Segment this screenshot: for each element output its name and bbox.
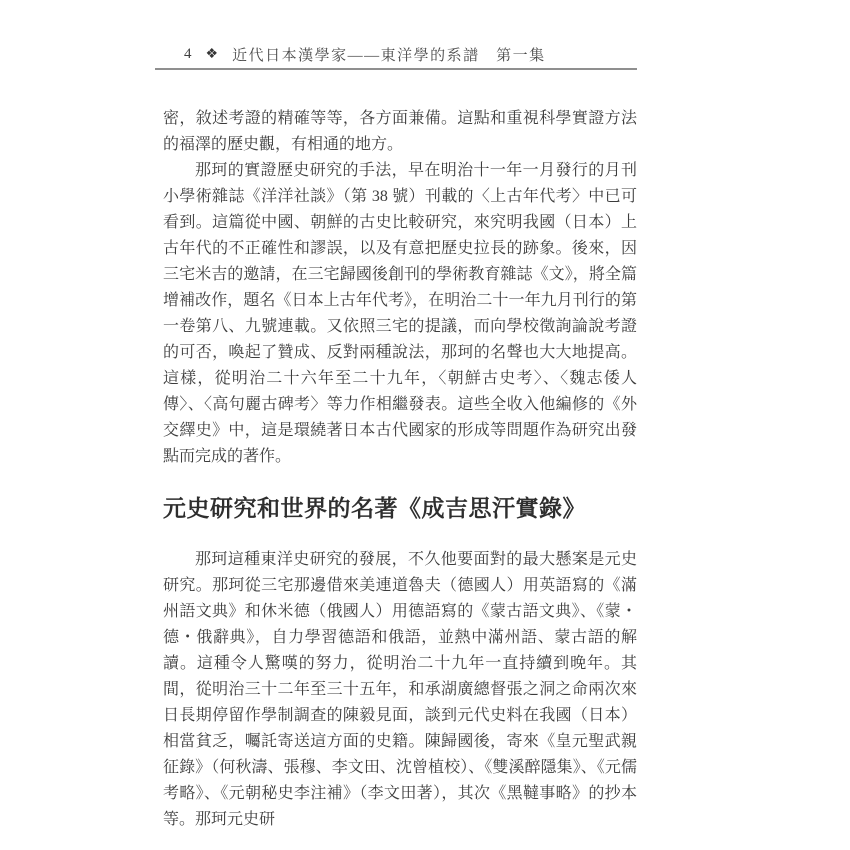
page-number: 4: [184, 46, 192, 62]
page-header: [156, 44, 638, 65]
header-rule: [155, 68, 637, 70]
running-head-title: 近代日本漢學家——東洋學的系譜 第一集: [232, 48, 546, 64]
paragraph: 那珂這種東洋史研究的發展，不久他要面對的最大懸案是元史研究。那珂從三宅那邊借來美連道魯夫（德國人）用英語寫的《滿州語文典》和休米德（俄國人）用德語寫的《蒙古語文典》、《蒙・德・俄辭典》，自力學習德語和俄語，並熱中滿州語、蒙古語的解讀。這種令人驚嘆的努力，從明治二十九年一直持續到晚年。其間，從明治三十二年至三十五年，和承湖廣總督張之洞之命兩次來日長期停留作學制調查的陳毅見面，談到元代史料在我國（日本）相當貧乏，囑託寄送這方面的史籍。陳歸國後，寄來《皇元聖武親征錄》（何秋濤、張穆、李文田、沈曾植校）、《雙溪醉隱集》、《元儒考略》、《元朝秘史李注補》（李文田著），其次《黑韃事略》的抄本等。那珂元史研: [163, 551, 637, 828]
paragraph-continuation: 密，敘述考證的精確等等，各方面兼備。這點和重視科學實證方法的福澤的歷史觀，有相通的地方。: [163, 110, 637, 153]
diamond-ornament-icon: ❖: [205, 47, 219, 62]
paragraph: 那珂的實證歷史研究的手法，早在明治十一年一月發行的月刊小學術雜誌《洋洋社談》（第 38 號）刊載的〈上古年代考〉中已可看到。這篇從中國、朝鮮的古史比較研究，來究明我國（日本）上古年代的不正確性和謬誤，以及有意把歷史拉長的跡象。後來，因三宅米吉的邀請，在三宅歸國後創刊的學術教育雜誌《文》，將全篇增補改作，題名《日本上古年代考》，在明治二十一年九月刊行的第一卷第八、九號連載。又依照三宅的提議，而向學校徵詢論說考證的可否，喚起了贊成、反對兩種說法，那珂的名聲也大大地提高。這樣，從明治二十六年至二十九年，〈朝鮮古史考〉、〈魏志倭人傳〉、〈高句麗古碑考〉等力作相繼發表。這些全收入他編修的《外交繹史》中，這是環繞著日本古代國家的形成等問題作為研究出發點而完成的著作。: [163, 162, 637, 465]
page-body: [163, 106, 637, 833]
section-heading: 元史研究和世界的名著《成吉思汗實錄》: [163, 495, 586, 521]
